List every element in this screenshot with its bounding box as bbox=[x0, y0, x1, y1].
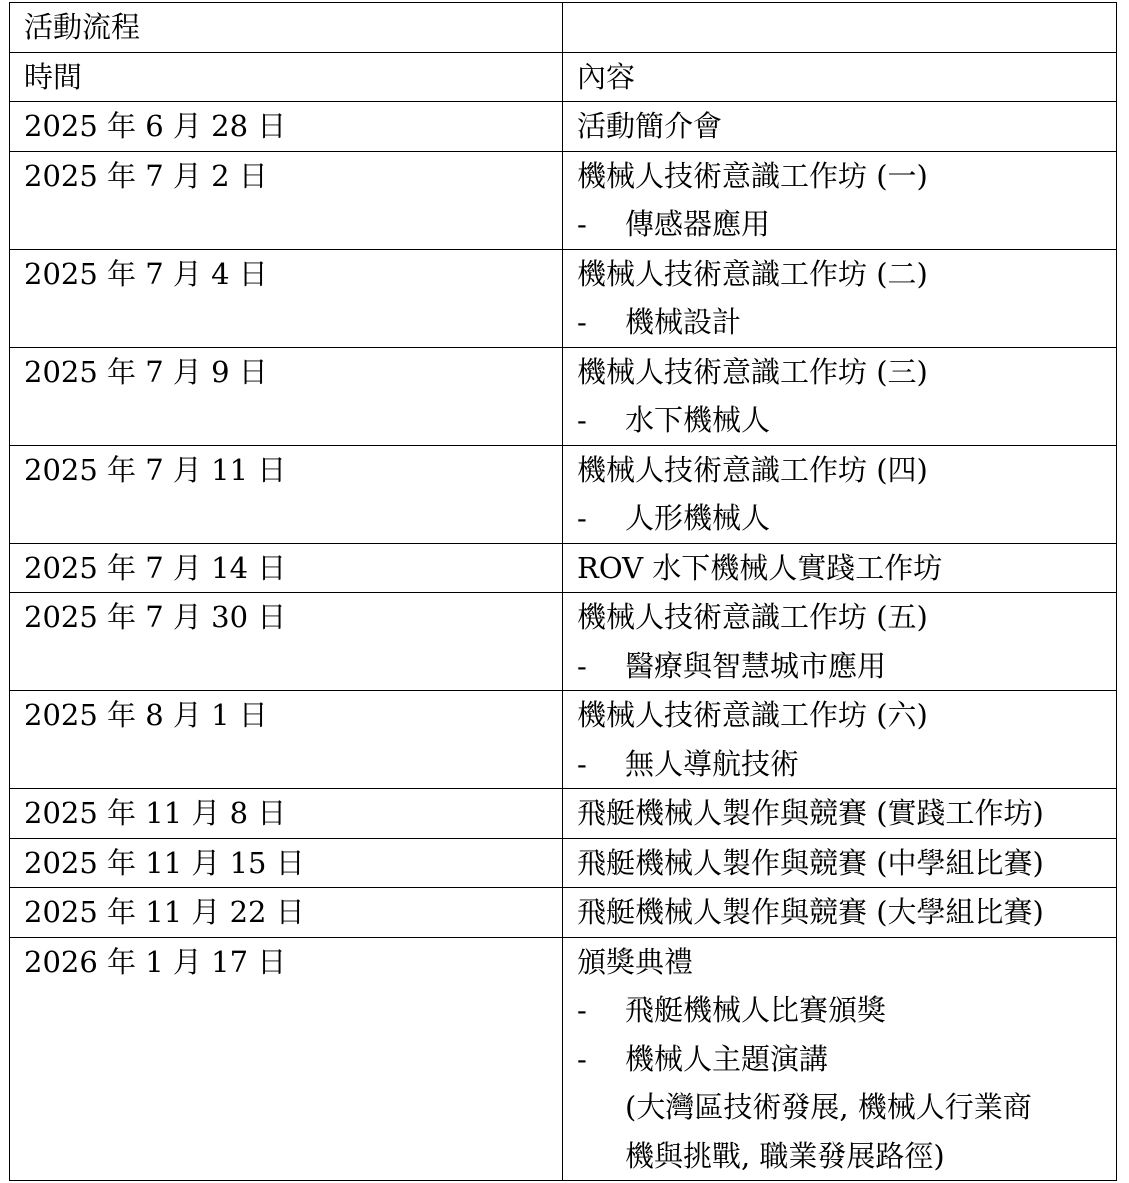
bullet-item bbox=[577, 740, 1106, 789]
header-content: 內容 bbox=[577, 59, 636, 94]
bullet-item bbox=[577, 298, 1106, 347]
header-row bbox=[10, 52, 1117, 102]
content-cell bbox=[563, 543, 1117, 593]
dash-marker: - bbox=[577, 993, 587, 1027]
content-text: 機械人技術意識工作坊 (二) bbox=[577, 256, 928, 291]
table-title: 活動流程 bbox=[24, 10, 141, 44]
bullet-text: 機械人主題演講 bbox=[625, 1041, 829, 1076]
content-text: 機械人技術意識工作坊 (五) bbox=[577, 600, 928, 634]
dash-marker: - bbox=[577, 501, 587, 535]
table-row bbox=[10, 249, 1117, 347]
date-text: 2025 年 8 月 1 日 bbox=[24, 698, 268, 732]
bullet-item bbox=[577, 986, 1106, 1035]
table-row-awards bbox=[10, 937, 1117, 1181]
table-row bbox=[10, 838, 1117, 888]
date-text: 2025 年 7 月 9 日 bbox=[24, 354, 268, 389]
content-cell bbox=[563, 838, 1117, 888]
date-cell bbox=[10, 445, 563, 543]
content-text: 機械人技術意識工作坊 (三) bbox=[577, 354, 928, 389]
table-row bbox=[10, 151, 1117, 249]
bullet-item bbox=[577, 1035, 1106, 1084]
content-cell bbox=[563, 888, 1117, 938]
table-row bbox=[10, 888, 1117, 938]
date-text: 2025 年 11 月 8 日 bbox=[24, 796, 287, 830]
table-row bbox=[10, 593, 1117, 691]
content-cell bbox=[563, 593, 1117, 691]
dash-marker: - bbox=[577, 648, 587, 683]
content-text: 頒獎典禮 bbox=[577, 944, 694, 979]
table-row bbox=[10, 102, 1117, 152]
table-row bbox=[10, 347, 1117, 445]
header-time: 時間 bbox=[24, 59, 83, 94]
date-text: 2026 年 1 月 17 日 bbox=[24, 944, 287, 979]
date-cell bbox=[10, 888, 563, 938]
date-cell bbox=[10, 151, 563, 249]
table-row bbox=[10, 445, 1117, 543]
bullet-continuation: (大灣區技術發展, 機械人行業商 bbox=[625, 1090, 1032, 1124]
content-cell bbox=[563, 691, 1117, 789]
bullet-item bbox=[577, 494, 1106, 543]
header-content-cell bbox=[563, 52, 1117, 102]
date-text: 2025 年 7 月 4 日 bbox=[24, 256, 268, 291]
content-text: 飛艇機械人製作與競賽 (中學組比賽) bbox=[577, 845, 1044, 880]
date-text: 2025 年 7 月 2 日 bbox=[24, 158, 268, 193]
date-cell bbox=[10, 789, 563, 839]
date-cell bbox=[10, 543, 563, 593]
date-cell bbox=[10, 249, 563, 347]
date-cell bbox=[10, 691, 563, 789]
dash-marker: - bbox=[577, 207, 587, 241]
content-cell bbox=[563, 445, 1117, 543]
table-row bbox=[10, 789, 1117, 839]
date-cell bbox=[10, 937, 563, 1181]
date-text: 2025 年 11 月 22 日 bbox=[24, 895, 305, 929]
bullet-continuation: 機與挑戰, 職業發展路徑) bbox=[625, 1138, 945, 1173]
content-text: 機械人技術意識工作坊 (一) bbox=[577, 158, 928, 193]
bullet-item bbox=[577, 396, 1106, 445]
date-cell bbox=[10, 347, 563, 445]
bullet-text: 醫療與智慧城市應用 bbox=[625, 648, 887, 683]
content-cell bbox=[563, 347, 1117, 445]
content-cell bbox=[563, 151, 1117, 249]
table-title-cell bbox=[10, 3, 563, 53]
content-text: ROV 水下機械人實踐工作坊 bbox=[577, 550, 943, 585]
date-cell bbox=[10, 102, 563, 152]
content-text: 機械人技術意識工作坊 (六) bbox=[577, 698, 928, 732]
bullet-text: 人形機械人 bbox=[625, 501, 771, 535]
activity-schedule-table bbox=[9, 2, 1117, 1181]
dash-marker: - bbox=[577, 746, 587, 781]
bullet-text: 水下機械人 bbox=[625, 403, 771, 437]
content-text: 機械人技術意識工作坊 (四) bbox=[577, 452, 928, 487]
date-text: 2025 年 11 月 15 日 bbox=[24, 845, 305, 880]
dash-marker: - bbox=[577, 305, 587, 339]
date-text: 2025 年 7 月 14 日 bbox=[24, 550, 287, 585]
content-text: 活動簡介會 bbox=[577, 109, 723, 143]
content-text: 飛艇機械人製作與競賽 (大學組比賽) bbox=[577, 895, 1044, 929]
content-cell bbox=[563, 102, 1117, 152]
bullet-text: 機械設計 bbox=[625, 305, 742, 339]
empty-title-cell bbox=[563, 3, 1117, 53]
bullet-text: 飛艇機械人比賽頒獎 bbox=[625, 993, 887, 1027]
header-time-cell bbox=[10, 52, 563, 102]
date-text: 2025 年 7 月 11 日 bbox=[24, 452, 287, 487]
bullet-item bbox=[577, 642, 1106, 691]
table-row bbox=[10, 543, 1117, 593]
bullet-text: 無人導航技術 bbox=[625, 746, 800, 781]
content-cell bbox=[563, 249, 1117, 347]
dash-marker: - bbox=[577, 1041, 587, 1076]
content-text: 飛艇機械人製作與競賽 (實踐工作坊) bbox=[577, 796, 1044, 830]
table-row bbox=[10, 691, 1117, 789]
date-text: 2025 年 7 月 30 日 bbox=[24, 600, 287, 634]
date-cell bbox=[10, 838, 563, 888]
title-row bbox=[10, 3, 1117, 53]
dash-marker: - bbox=[577, 403, 587, 437]
date-text: 2025 年 6 月 28 日 bbox=[24, 109, 287, 143]
content-cell bbox=[563, 937, 1117, 1181]
date-cell bbox=[10, 593, 563, 691]
bullet-text: 傳感器應用 bbox=[625, 207, 771, 241]
bullet-item bbox=[577, 200, 1106, 249]
content-cell bbox=[563, 789, 1117, 839]
